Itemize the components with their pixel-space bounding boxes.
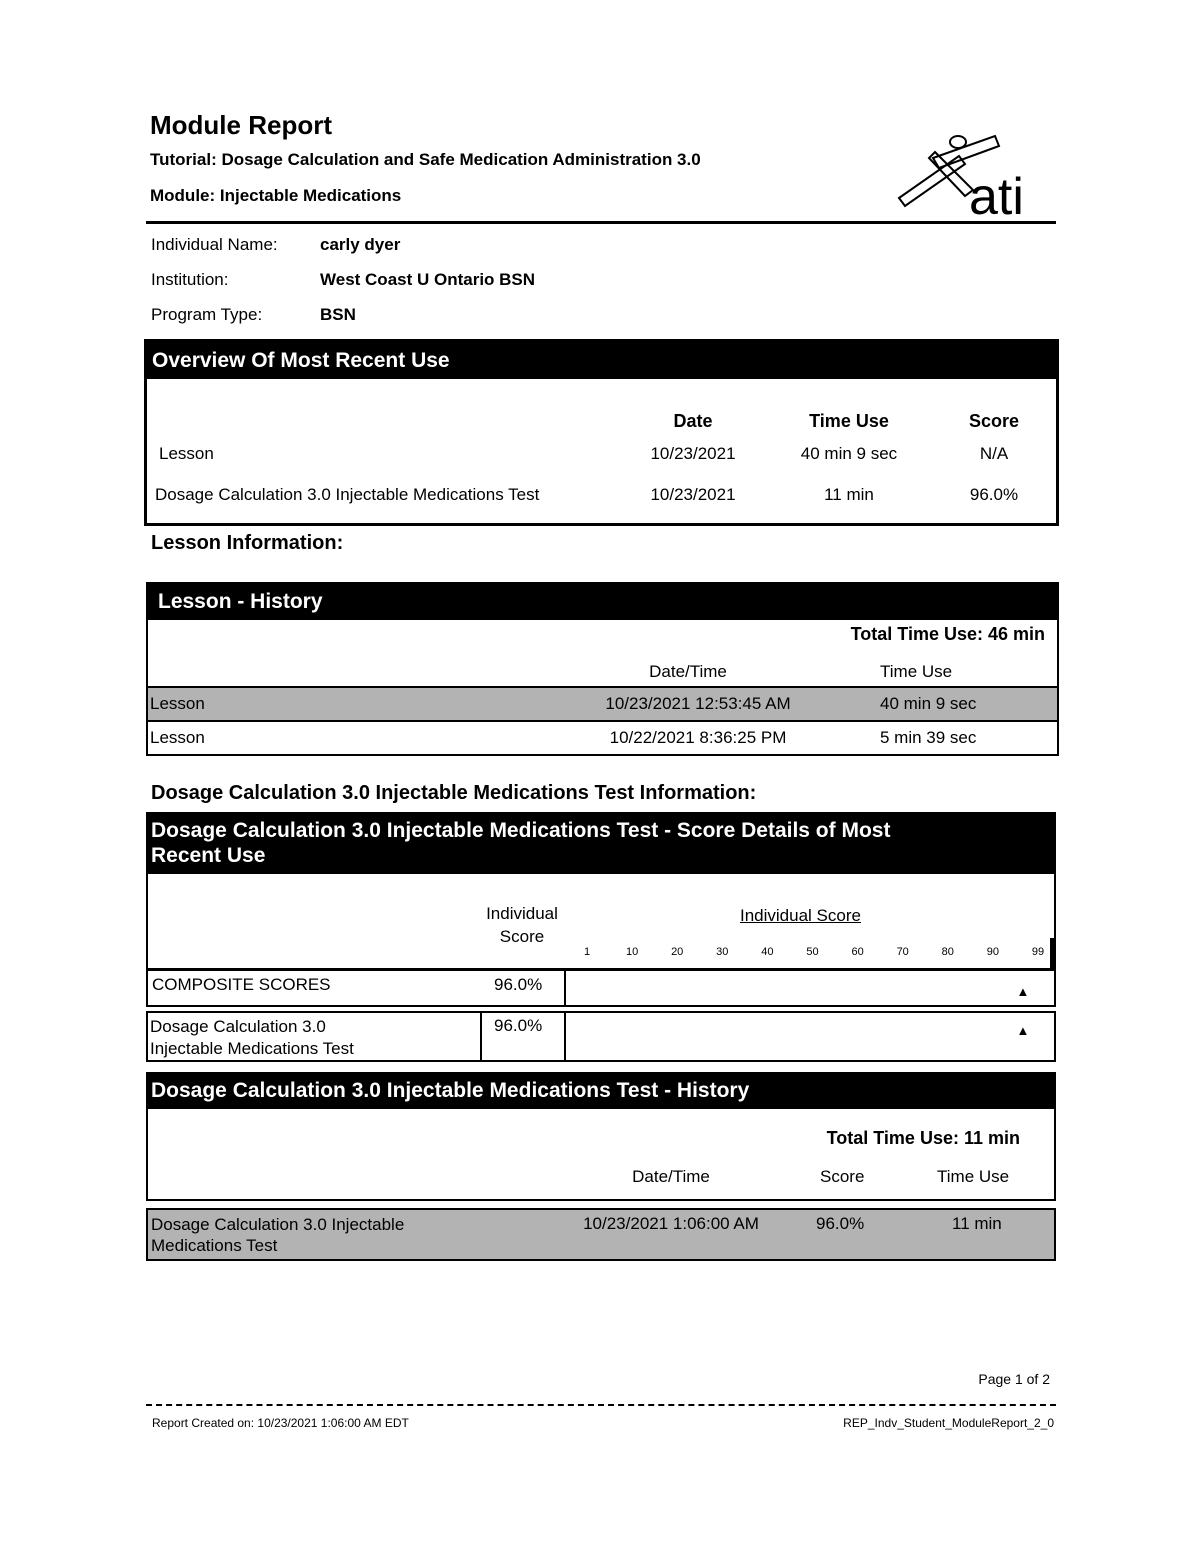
scale-tick: 60	[851, 946, 864, 958]
test-col-datetime: Date/Time	[632, 1167, 710, 1186]
lesson-row-name: Lesson	[150, 728, 205, 747]
scale-tick: 1	[583, 946, 591, 958]
report-created: Report Created on: 10/23/2021 1:06:00 AM EDT	[152, 1416, 409, 1430]
overview-row-name: Dosage Calculation 3.0 Injectable Medications Test	[155, 485, 540, 504]
test-history-datetime: 10/23/2021 1:06:00 AM	[583, 1214, 759, 1233]
score-marker: ▲	[1016, 984, 1030, 999]
overview-row-time: 11 min	[824, 485, 874, 504]
individual-score-col-line2: Score	[499, 927, 545, 946]
lesson-col-datetime: Date/Time	[649, 662, 727, 681]
lesson-row-datetime: 10/23/2021 12:53:45 AM	[605, 694, 791, 713]
overview-heading: Overview Of Most Recent Use	[147, 342, 1056, 379]
overview-row-score: 96.0%	[969, 485, 1019, 504]
individual-score-col	[462, 902, 582, 948]
test-row-name-line2: Injectable Medications Test	[150, 1039, 354, 1058]
overview-row-name: Lesson	[159, 444, 214, 463]
score-details-heading	[146, 812, 1056, 874]
ati-logo	[895, 130, 1055, 220]
overview-col-date: Date	[673, 411, 713, 431]
scale-tick: 10	[625, 946, 639, 958]
score-details-heading-line2: Recent Use	[151, 844, 266, 867]
divider	[480, 1013, 482, 1062]
lesson-row-time: 40 min 9 sec	[880, 694, 977, 713]
lesson-info-heading: Lesson Information:	[151, 532, 344, 554]
page-number: Page 1 of 2	[978, 1371, 1050, 1387]
scale-tick: 40	[761, 946, 774, 958]
overview-col-score: Score	[968, 411, 1020, 431]
scale-tick: 20	[671, 946, 684, 958]
test-history-name-line1: Dosage Calculation 3.0 Injectable	[151, 1215, 405, 1234]
tutorial-name: Tutorial: Dosage Calculation and Safe Medication Administration 3.0	[150, 150, 701, 169]
score-details-heading-line1: Dosage Calculation 3.0 Injectable Medications Test - Score Details of Most	[151, 819, 891, 842]
score-marker: ▲	[1016, 1023, 1030, 1038]
lesson-row-datetime: 10/22/2021 8:36:25 PM	[609, 728, 787, 747]
table-row	[146, 970, 1056, 1007]
scale-edge	[1050, 938, 1056, 968]
test-row-name	[150, 1016, 480, 1060]
test-history-header-area	[146, 1108, 1056, 1201]
scale-tick: 80	[941, 946, 954, 958]
scale-tick: 90	[986, 946, 1000, 958]
test-total-time: Total Time Use: 11 min	[826, 1128, 1020, 1148]
test-history-name	[151, 1214, 491, 1256]
institution-value: West Coast U Ontario BSN	[320, 270, 536, 289]
name-label: Individual Name:	[151, 235, 278, 254]
overview-panel	[144, 339, 1059, 526]
lesson-history-panel	[146, 582, 1059, 756]
test-row-score: 96.0%	[494, 1016, 543, 1035]
program-label: Program Type:	[151, 305, 263, 324]
composite-score: 96.0%	[494, 975, 543, 994]
scale-tick: 99	[1031, 946, 1045, 958]
test-col-score: Score	[820, 1167, 865, 1186]
test-info-heading: Dosage Calculation 3.0 Injectable Medications Test Information:	[151, 782, 757, 804]
test-row-name-line1: Dosage Calculation 3.0	[150, 1017, 326, 1036]
overview-row-score: N/A	[979, 444, 1009, 463]
overview-row-date: 10/23/2021	[650, 444, 736, 463]
name-value: carly dyer	[320, 235, 401, 254]
overview-col-time: Time Use	[809, 411, 889, 431]
lesson-total-time: Total Time Use: 46 min	[850, 624, 1045, 644]
program-value: BSN	[320, 305, 356, 324]
scale-tick: 70	[896, 946, 909, 958]
composite-name: COMPOSITE SCORES	[152, 975, 331, 994]
header-divider	[146, 221, 1056, 224]
logo-text: ati	[969, 168, 1024, 220]
module-name: Module: Injectable Medications	[150, 186, 402, 205]
divider	[564, 970, 566, 1005]
test-col-time: Time Use	[937, 1167, 1010, 1186]
table-row	[146, 1011, 1056, 1062]
overview-row-date: 10/23/2021	[650, 485, 736, 504]
individual-score-col-line1: Individual	[486, 904, 558, 923]
table-row	[146, 686, 1059, 722]
table-row	[146, 720, 1059, 756]
lesson-row-time: 5 min 39 sec	[880, 728, 977, 747]
test-history-score: 96.0%	[816, 1214, 865, 1233]
divider	[564, 1013, 566, 1062]
lesson-col-time: Time Use	[880, 662, 953, 681]
footer-divider	[146, 1404, 1056, 1406]
test-history-time: 11 min	[952, 1214, 1002, 1233]
report-id: REP_Indv_Student_ModuleReport_2_0	[843, 1416, 1054, 1430]
report-title: Module Report	[150, 110, 332, 140]
test-history-heading: Dosage Calculation 3.0 Injectable Medications Test - History	[146, 1072, 1056, 1109]
scale-tick: 30	[716, 946, 729, 958]
institution-label: Institution:	[151, 270, 229, 289]
lesson-row-name: Lesson	[150, 694, 205, 713]
overview-row-time: 40 min 9 sec	[800, 444, 898, 463]
scale-tick: 50	[806, 946, 819, 958]
scale-label: Individual Score	[740, 906, 861, 925]
lesson-history-heading: Lesson - History	[148, 584, 1057, 620]
table-row	[146, 1208, 1056, 1261]
test-history-name-line2: Medications Test	[151, 1236, 278, 1255]
